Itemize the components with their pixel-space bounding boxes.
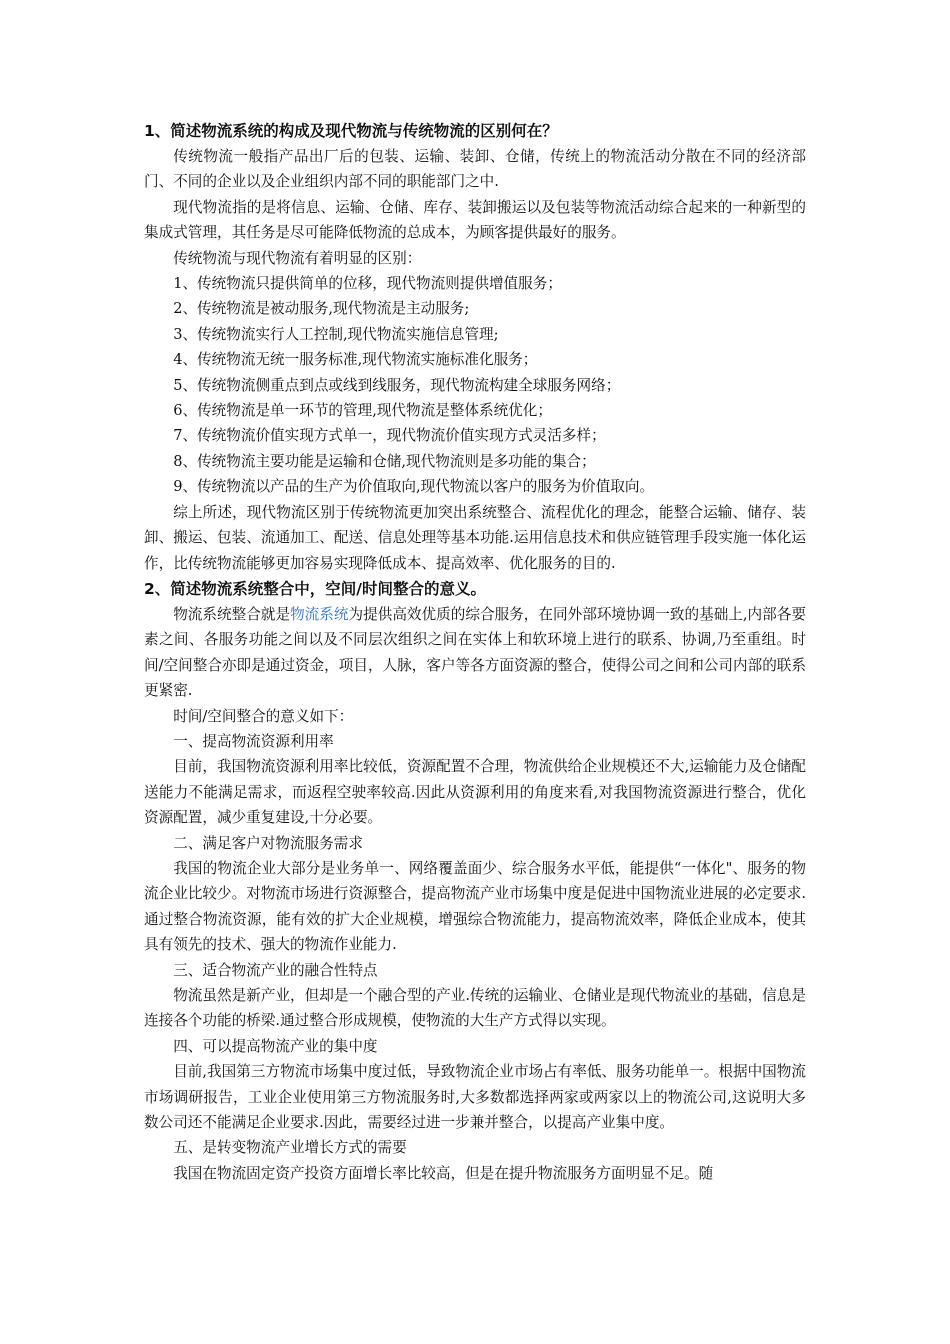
paragraph: 综上所述，现代物流区别于传统物流更加突出系统整合、流程优化的理念，能整合运输、储存、装卸、搬运、包装、流通加工、配送、信息处理等基本功能.运用信息技术和供应链管理手段实施一体化运作，比传统物流能够更加容易实现降低成本、提高效率、优化服务的目的.	[144, 503, 806, 572]
logistics-system-link[interactable]: 物流系统	[290, 605, 349, 623]
paragraph: 我国的物流企业大部分是业务单一、网络覆盖面少、综合服务水平低，能提供“一体化"、服务的物流企业比较少。对物流市场进行资源整合，提高物流产业市场集中度是促进中国物流业进展的必定要求.通过整合物流资源，能有效的扩大企业规模，增强综合物流能力，提高物流效率，降低企业成本，使其具有领先的技术、强大的物流作业能力.	[144, 859, 806, 954]
paragraph: 传统物流与现代物流有着明显的区别：	[173, 249, 422, 267]
section2-title: 2、简述物流系统整合中，空间/时间整合的意义。	[144, 579, 486, 598]
list-item: 7、传统物流价值实现方式单一，现代物流价值实现方式灵活多样；	[173, 427, 606, 445]
list-item: 5、传统物流侧重点到点或线到线服务，现代物流构建全球服务网络；	[173, 376, 621, 394]
list-item: 3、传统物流实行人工控制,现代物流实施信息管理;	[173, 325, 499, 343]
list-item: 1、传统物流只提供简单的位移，现代物流则提供增值服务；	[173, 275, 562, 293]
subheading: 一、提高物流资源利用率	[173, 732, 334, 750]
list-item: 2、传统物流是被动服务,现代物流是主动服务;	[173, 300, 470, 318]
paragraph: 物流虽然是新产业，但却是一个融合型的产业.传统的运输业、仓储业是现代物流业的基础，信息是连接各个功能的桥梁.通过整合形成规模，使物流的大生产方式得以实现。	[144, 987, 806, 1030]
paragraph: 目前,我国第三方物流市场集中度过低，导致物流企业市场占有率低、服务功能单一。根据中国物流市场调研报告，工业企业使用第三方物流服务时,大多数都选择两家或两家以上的物流公司,这说明大多数公司还不能满足企业要求.因此，需要经过进一步兼并整合，以提高产业集中度。	[144, 1063, 806, 1132]
paragraph	[144, 602, 806, 704]
subheading: 五、是转变物流产业增长方式的需要	[173, 1139, 407, 1157]
text: 为提供高效优质的综合服务，在同外部环境协调一致的基础上,内部各要素之间、各服务功能之间以及不同层次组织之间在实体上和软环境上进行的联系、协调,乃至重组。时间/空间整合亦即是通过资金，项目，人脉，客户等各方面资源的整合，使得公司之间和公司内部的联系更紧密.	[144, 605, 806, 700]
list-item: 4、传统物流无统一服务标准,现代物流实施标准化服务；	[173, 351, 538, 369]
paragraph: 时间/空间整合的意义如下：	[173, 707, 354, 725]
paragraph: 目前，我国物流资源利用率比较低，资源配置不合理，物流供给企业规模还不大,运输能力及仓储配送能力不能满足需求，而返程空驶率较高.因此从资源利用的角度来看,对我国物流资源进行整合，优化资源配置，减少重复建设,十分必要。	[144, 758, 806, 827]
subheading: 二、满足客户对物流服务需求	[173, 834, 363, 852]
list-item: 6、传统物流是单一环节的管理,现代物流是整体系统优化；	[173, 402, 552, 420]
paragraph: 现代物流指的是将信息、运输、仓储、库存、装卸搬运以及包装等物流活动综合起来的一种新型的集成式管理，其任务是尽可能降低物流的总成本，为顾客提供最好的服务。	[144, 198, 806, 242]
subheading: 三、适合物流产业的融合性特点	[173, 961, 378, 979]
document-page	[144, 118, 806, 1186]
text: 物流系统整合就是	[173, 605, 291, 623]
paragraph: 传统物流一般指产品出厂后的包装、运输、装卸、仓储，传统上的物流活动分散在不同的经济部门、不同的企业以及企业组织内部不同的职能部门之中.	[144, 148, 806, 191]
list-item: 8、传统物流主要功能是运输和仓储,现代物流则是多功能的集合；	[173, 452, 596, 470]
section1-title: 1、简述物流系统的构成及现代物流与传统物流的区别何在？	[144, 122, 558, 140]
subheading: 四、可以提高物流产业的集中度	[173, 1037, 378, 1055]
list-item: 9、传统物流以产品的生产为价值取向,现代物流以客户的服务为价值取向。	[173, 478, 655, 496]
paragraph: 我国在物流固定资产投资方面增长率比较高，但是在提升物流服务方面明显不足。随	[173, 1164, 714, 1182]
